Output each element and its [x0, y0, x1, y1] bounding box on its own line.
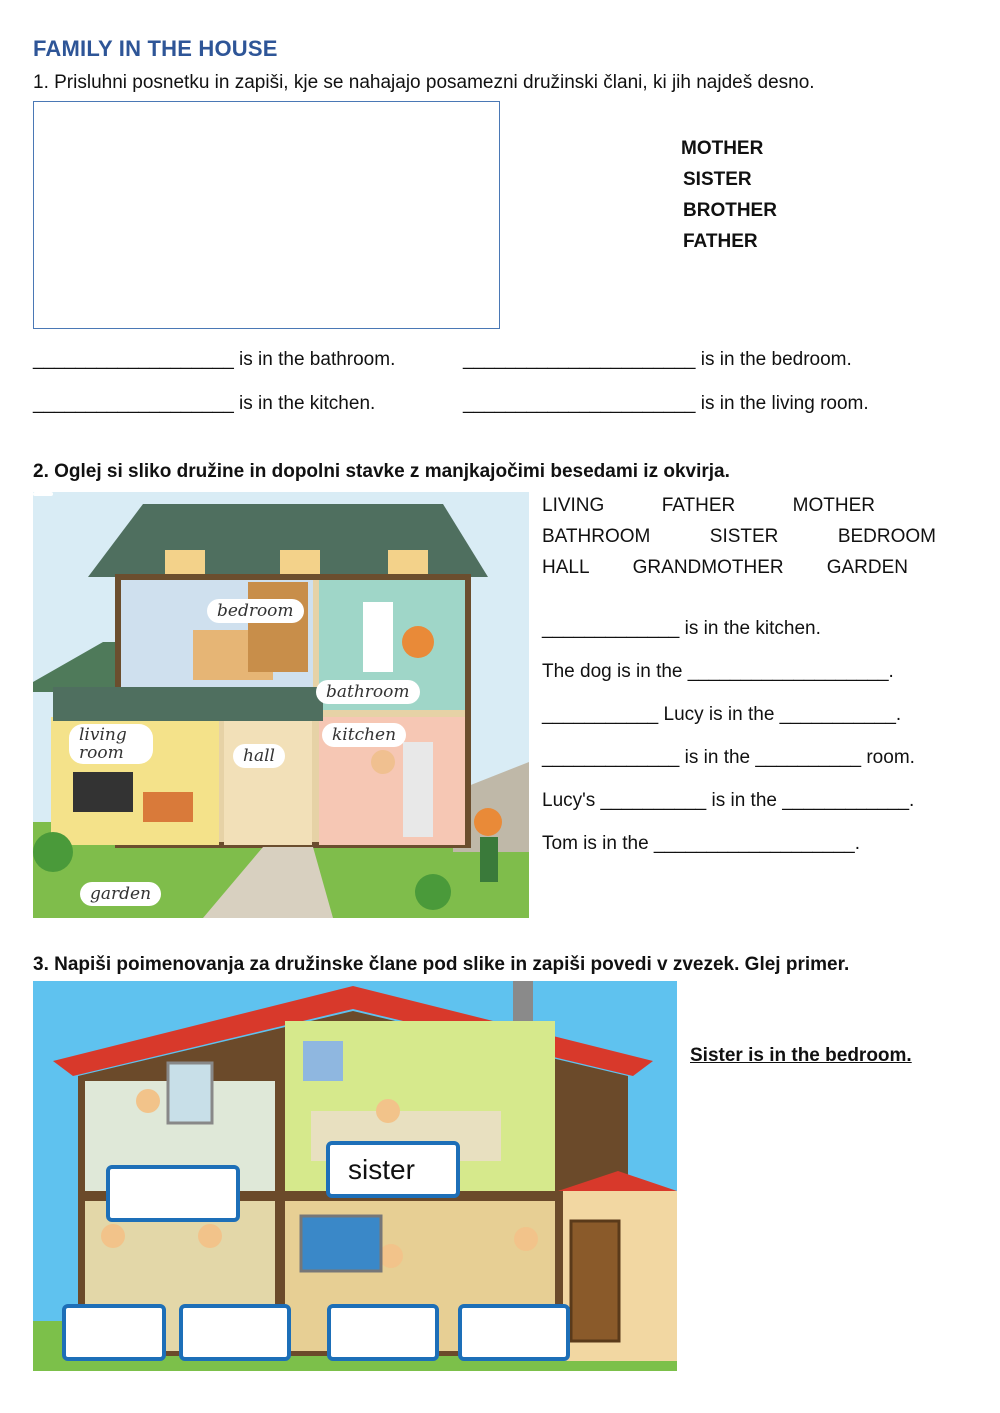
word-father: FATHER: [661, 495, 736, 516]
page-title: FAMILY IN THE HOUSE: [33, 36, 278, 61]
audio-player-box[interactable]: [33, 101, 500, 329]
family-names-list: [681, 133, 777, 257]
word-sister: SISTER: [709, 526, 779, 547]
word-garden: GARDEN: [826, 557, 908, 578]
example-sentence: Sister is in the bedroom.: [690, 1045, 912, 1066]
word-mother: MOTHER: [792, 495, 875, 516]
label-kitchen: kitchen: [322, 723, 406, 747]
answer-box-kitchen-2[interactable]: [179, 1304, 291, 1361]
task2-sentence-1[interactable]: _____________ is in the kitchen.: [542, 618, 821, 639]
label-bathroom: bathroom: [316, 680, 420, 704]
label-hall: hall: [233, 744, 285, 768]
label-garden: garden: [80, 882, 161, 906]
word-bathroom: BATHROOM: [542, 526, 651, 547]
house-illustration: [33, 492, 529, 918]
task1-sentence-bathroom[interactable]: ___________________ is in the bathroom.: [33, 349, 396, 370]
task2-sentence-5[interactable]: Lucy's __________ is in the ____________.: [542, 790, 915, 811]
task1-sentence-kitchen[interactable]: ___________________ is in the kitchen.: [33, 393, 376, 414]
answer-box-bathroom[interactable]: [106, 1165, 240, 1222]
task2-sentence-6[interactable]: Tom is in the ___________________.: [542, 833, 860, 854]
hall-room: [224, 717, 312, 845]
word-bank: [542, 490, 962, 583]
word-bedroom: BEDROOM: [837, 526, 936, 547]
task1-sentence-living-room[interactable]: ______________________ is in the living room.: [463, 393, 869, 414]
task3-instruction: 3. Napiši poimenovanja za družinske člane pod slike in zapiši povedi v zvezek. Glej primer.: [33, 954, 850, 975]
task2-sentences: [542, 607, 915, 865]
name-brother: BROTHER: [683, 200, 777, 221]
label-bedroom: bedroom: [207, 599, 304, 623]
task2-sentence-4[interactable]: _____________ is in the __________ room.: [542, 747, 915, 768]
word-living: LIVING: [542, 495, 605, 516]
name-sister: SISTER: [683, 169, 752, 190]
task1-instruction: 1. Prisluhni posnetku in zapiši, kje se nahajajo posamezni družinski člani, ki jih najdeš desno.: [33, 72, 815, 93]
task2-instruction: 2. Oglej si sliko družine in dopolni stavke z manjkajočimi besedami iz okvirja.: [33, 461, 730, 482]
task2-sentence-3[interactable]: ___________ Lucy is in the ___________.: [542, 704, 902, 725]
word-grandmother: GRANDMOTHER: [632, 557, 784, 578]
word-hall: HALL: [542, 557, 590, 578]
label-living-room: living room: [69, 724, 153, 764]
answer-box-kitchen-1[interactable]: [62, 1304, 166, 1361]
task2-sentence-2[interactable]: The dog is in the ___________________.: [542, 661, 894, 682]
task1-sentence-bedroom[interactable]: ______________________ is in the bedroom.: [463, 349, 852, 370]
answer-box-living-1[interactable]: [327, 1304, 439, 1361]
name-mother: MOTHER: [681, 138, 764, 159]
answer-box-living-2[interactable]: [458, 1304, 570, 1361]
name-father: FATHER: [683, 231, 758, 252]
example-label-box: sister: [326, 1141, 460, 1198]
